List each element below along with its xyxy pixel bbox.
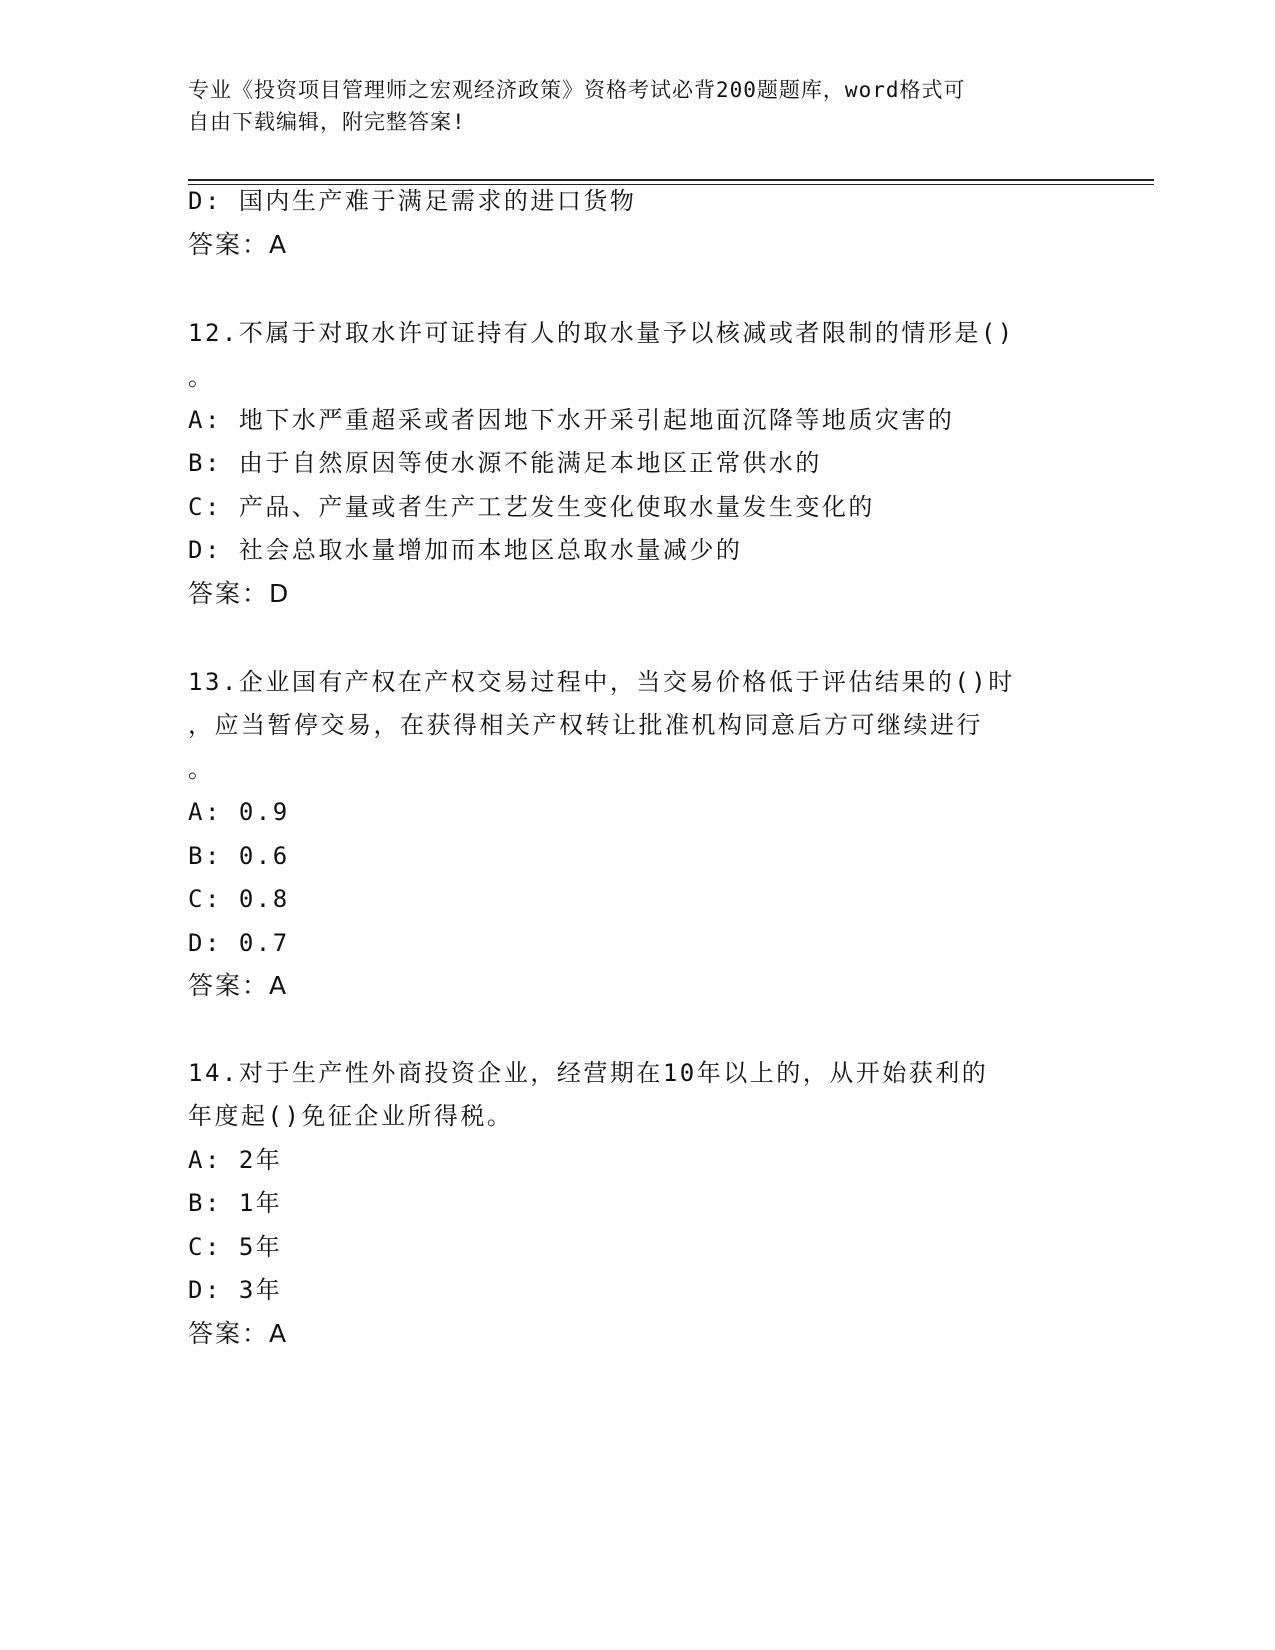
option-b: B: 由于自然原因等使水源不能满足本地区正常供水的	[188, 449, 822, 477]
prev-answer: 答案：A	[188, 230, 289, 259]
question-stem: 。	[188, 755, 215, 783]
answer: 答案：A	[188, 1319, 289, 1348]
header-rule-thick	[188, 179, 1154, 181]
option-a: A: 0.9	[188, 798, 290, 826]
page-header	[188, 74, 1088, 138]
header-line-1: 专业《投资项目管理师之宏观经济政策》资格考试必背200题题库，word格式可	[188, 78, 966, 102]
option-c: C: 5年	[188, 1233, 283, 1261]
option-d: D: 社会总取水量增加而本地区总取水量减少的	[188, 536, 743, 564]
option-d: D: 0.7	[188, 929, 290, 957]
question-stem: 14.对于生产性外商投资企业，经营期在10年以上的，从开始获利的	[188, 1059, 989, 1087]
option-d: D: 3年	[188, 1276, 283, 1304]
option-b: B: 1年	[188, 1189, 283, 1217]
answer: 答案：D	[188, 579, 291, 608]
option-c: C: 0.8	[188, 885, 290, 913]
option-b: B: 0.6	[188, 842, 290, 870]
prev-option-d: D: 国内生产难于满足需求的进口货物	[188, 187, 637, 215]
option-a: A: 地下水严重超采或者因地下水开采引起地面沉降等地质灾害的	[188, 406, 955, 434]
question-stem: 13.企业国有产权在产权交易过程中，当交易价格低于评估结果的()时	[188, 668, 1015, 696]
header-line-2: 自由下载编辑，附完整答案!	[188, 110, 466, 134]
question-stem: ，应当暂停交易，在获得相关产权转让批准机构同意后方可继续进行	[188, 711, 983, 739]
answer: 答案：A	[188, 971, 289, 1000]
question-stem: 年度起()免征企业所得税。	[188, 1102, 514, 1130]
question-stem: 。	[188, 363, 215, 391]
question-stem: 12.不属于对取水许可证持有人的取水量予以核减或者限制的情形是()	[188, 319, 1015, 347]
header-rule-thin	[188, 184, 1154, 185]
option-c: C: 产品、产量或者生产工艺发生变化使取水量发生变化的	[188, 493, 875, 521]
option-a: A: 2年	[188, 1146, 283, 1174]
